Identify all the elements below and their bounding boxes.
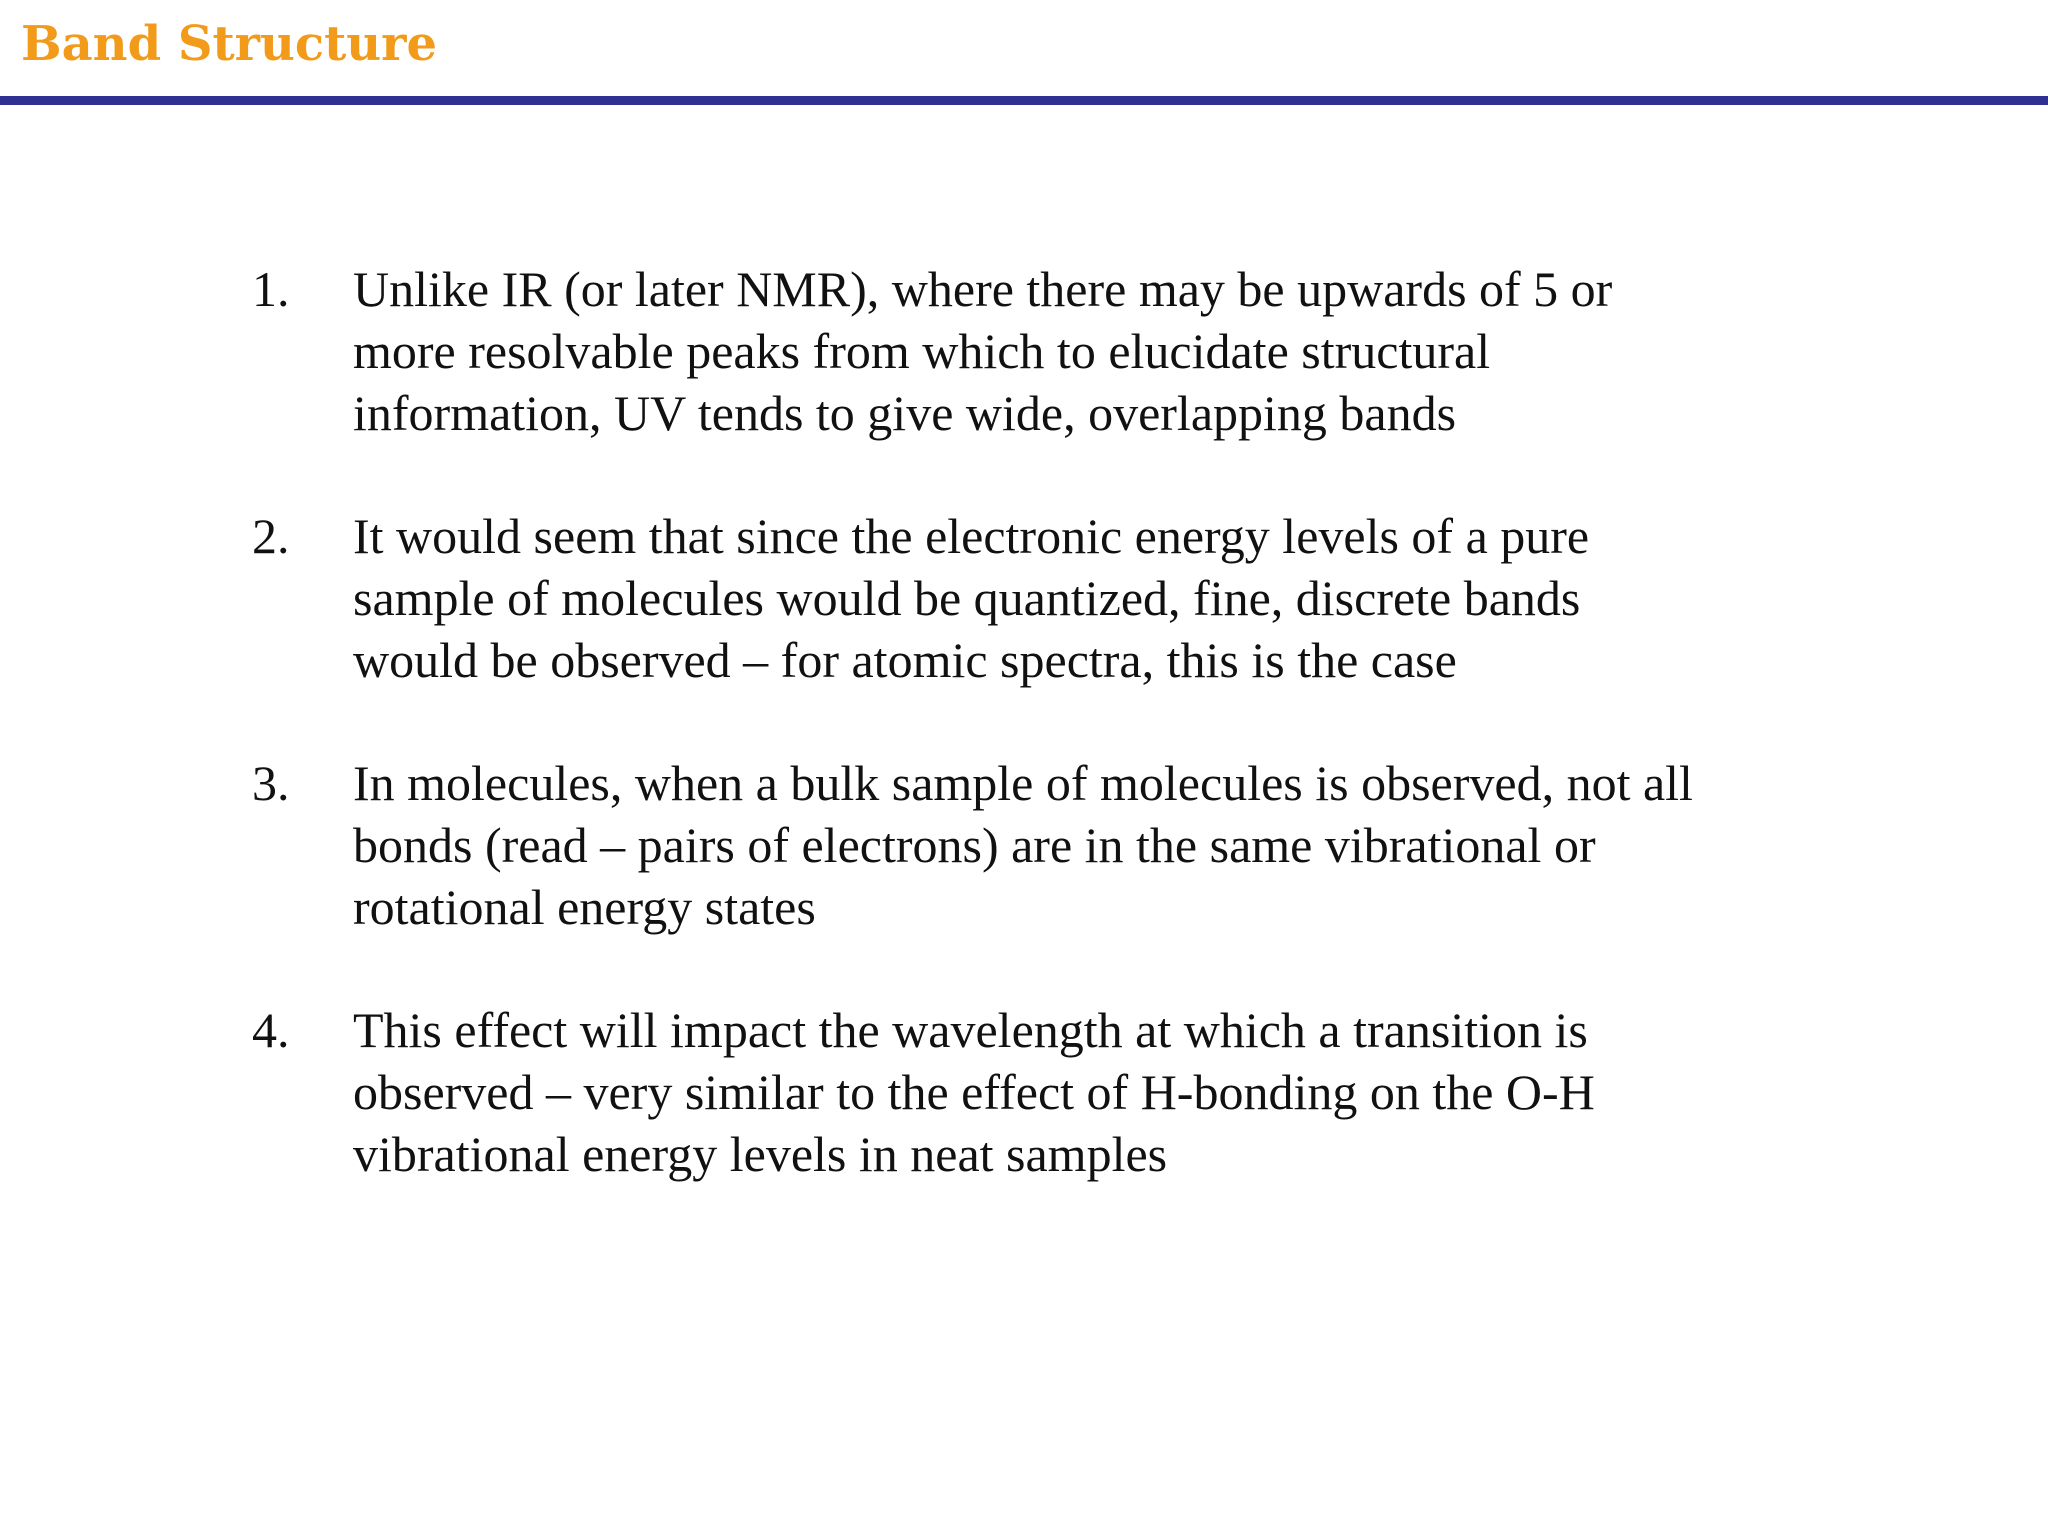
list-item-number: 1. bbox=[252, 261, 290, 317]
list-item bbox=[0, 752, 2048, 938]
text-line: In molecules, when a bulk sample of molecules is observed, not all bbox=[353, 755, 1693, 811]
title-divider bbox=[0, 96, 2048, 105]
list-item-text bbox=[353, 258, 2048, 444]
list-item-number: 2. bbox=[252, 508, 290, 564]
numbered-point-list bbox=[0, 258, 2048, 1246]
slide-title: Band Structure bbox=[21, 16, 437, 72]
list-item-text bbox=[353, 752, 2048, 938]
text-line: would be observed – for atomic spectra, this is the case bbox=[353, 632, 1457, 688]
list-item bbox=[0, 505, 2048, 691]
text-line: This effect will impact the wavelength at which a transition is bbox=[353, 1002, 1588, 1058]
list-item bbox=[0, 258, 2048, 444]
list-item-text bbox=[353, 999, 2048, 1185]
text-line: rotational energy states bbox=[353, 879, 816, 935]
text-line: information, UV tends to give wide, overlapping bands bbox=[353, 385, 1457, 441]
text-line: sample of molecules would be quantized, fine, discrete bands bbox=[353, 570, 1581, 626]
list-item-number: 3. bbox=[252, 755, 290, 811]
list-item bbox=[0, 999, 2048, 1185]
text-line: Unlike IR (or later NMR), where there may be upwards of 5 or bbox=[353, 261, 1613, 317]
text-line: bonds (read – pairs of electrons) are in the same vibrational or bbox=[353, 817, 1596, 873]
text-line: vibrational energy levels in neat samples bbox=[353, 1126, 1168, 1182]
text-line: more resolvable peaks from which to elucidate structural bbox=[353, 323, 1491, 379]
list-item-text bbox=[353, 505, 2048, 691]
list-item-number: 4. bbox=[252, 1002, 290, 1058]
text-line: observed – very similar to the effect of H-bonding on the O-H bbox=[353, 1064, 1595, 1120]
text-line: It would seem that since the electronic energy levels of a pure bbox=[353, 508, 1590, 564]
